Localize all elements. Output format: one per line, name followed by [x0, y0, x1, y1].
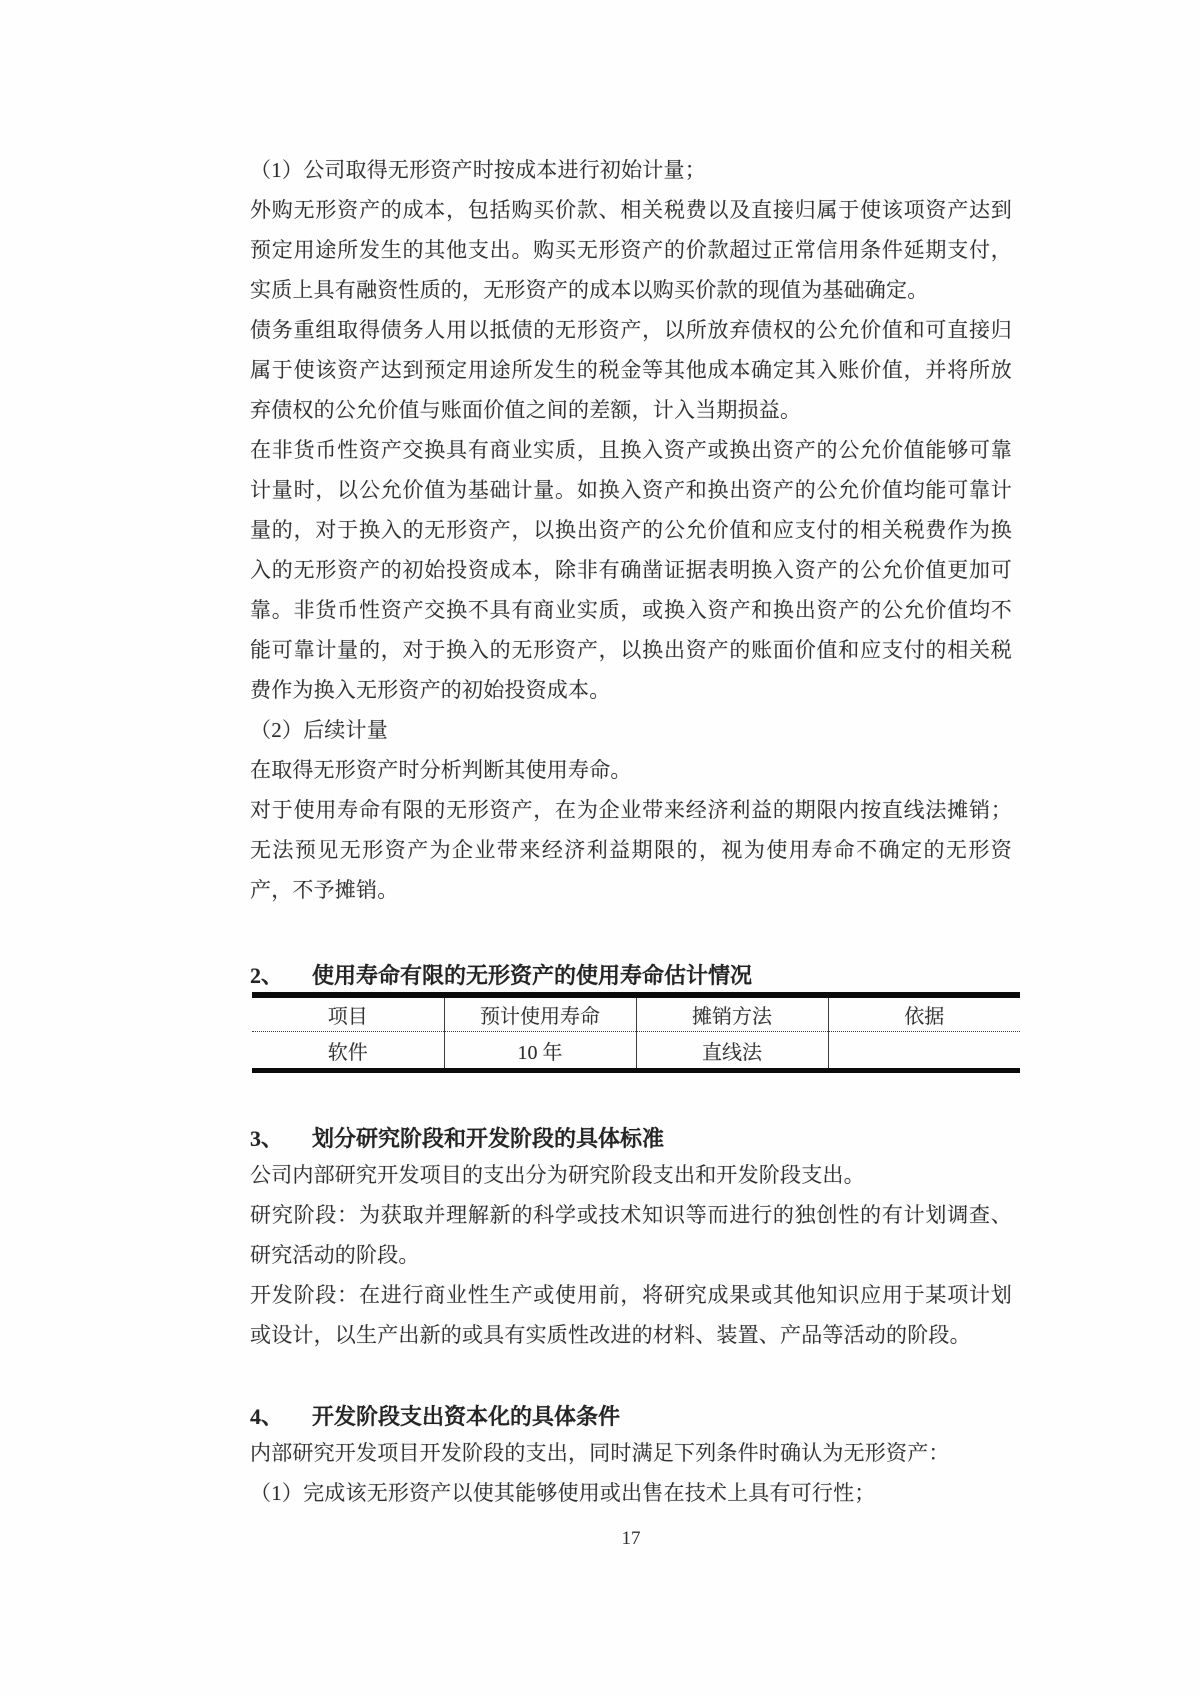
section-title: 使用寿命有限的无形资产的使用寿命估计情况	[312, 963, 753, 988]
section-heading-research-development-stages	[250, 1123, 1012, 1155]
section-title: 开发阶段支出资本化的具体条件	[312, 1404, 621, 1429]
section-heading-useful-life	[250, 960, 1012, 992]
section-heading-capitalization-conditions	[250, 1401, 1012, 1433]
paragraph-capitalization-intro: 内部研究开发项目开发阶段的支出，同时满足下列条件时确认为无形资产：	[250, 1441, 950, 1465]
paragraph-condition-1: （1）完成该无形资产以使其能够使用或出售在技术上具有可行性；	[250, 1481, 876, 1505]
table-cell-item: 软件	[327, 1041, 368, 1064]
paragraph-debt-restructuring: 债务重组取得债务人用以抵债的无形资产，以所放弃债权的公允价值和可直接归属于使该资产达到预定用途所发生的税金等其他成本确定其入账价值，并将所放弃债权的公允价值与账面价值之间的差额，计入当期损益。	[250, 318, 1012, 422]
paragraph-nonmonetary-exchange: 在非货币性资产交换具有商业实质，且换入资产或换出资产的公允价值能够可靠计量时，以公允价值为基础计量。如换入资产和换出资产的公允价值均能可靠计量的，对于换入的无形资产，以换出资产的公允价值和应支付的相关税费作为换入的无形资产的初始投资成本，除非有确凿证据表明换入资产的公允价值更加可靠。非货币性资产交换不具有商业实质，或换入资产和换出资产的公允价值均不能可靠计量的，对于换入的无形资产，以换出资产的账面价值和应支付的相关税费作为换入无形资产的初始投资成本。	[250, 438, 1012, 702]
paragraph-subsequent-measurement-label: （2）后续计量	[250, 718, 388, 742]
section-number: 2、	[250, 963, 284, 988]
table-cell-expected-life: 10 年	[444, 1032, 636, 1071]
section-number: 4、	[250, 1404, 284, 1429]
table-header-item: 项目	[252, 995, 444, 1032]
table-header-expected-life: 预计使用寿命	[444, 995, 636, 1032]
table-cell-basis	[828, 1032, 1020, 1071]
paragraph-amortization-policy: 对于使用寿命有限的无形资产，在为企业带来经济利益的期限内按直线法摊销；无法预见无形资产为企业带来经济利益期限的，视为使用寿命不确定的无形资产，不予摊销。	[250, 798, 1012, 902]
table-header-basis: 依据	[828, 995, 1020, 1032]
paragraph-purchased-assets: 外购无形资产的成本，包括购买价款、相关税费以及直接归属于使该项资产达到预定用途所发生的其他支出。购买无形资产的价款超过正常信用条件延期支付，实质上具有融资性质的，无形资产的成本以购买价款的现值为基础确定。	[250, 198, 1012, 302]
useful-life-table	[252, 992, 1020, 1073]
table-cell-amortization-method: 直线法	[636, 1032, 828, 1071]
page-content	[250, 150, 1012, 1513]
paragraph-useful-life-judgement: 在取得无形资产时分析判断其使用寿命。	[250, 758, 632, 782]
table-header-amortization-method: 摊销方法	[636, 995, 828, 1032]
page-number: 17	[621, 1528, 641, 1549]
paragraph-initial-measurement: （1）公司取得无形资产时按成本进行初始计量；	[250, 158, 706, 182]
table-header-row	[252, 995, 1020, 1032]
paragraph-development-stage-definition: 开发阶段：在进行商业性生产或使用前，将研究成果或其他知识应用于某项计划或设计，以生产出新的或具有实质性改进的材料、装置、产品等活动的阶段。	[250, 1283, 1012, 1347]
section-number: 3、	[250, 1126, 284, 1151]
paragraph-rd-expenditure-split: 公司内部研究开发项目的支出分为研究阶段支出和开发阶段支出。	[250, 1163, 865, 1187]
table-row	[252, 1032, 1020, 1071]
paragraph-research-stage-definition: 研究阶段：为获取并理解新的科学或技术知识等而进行的独创性的有计划调查、研究活动的阶段。	[250, 1203, 1012, 1267]
section-title: 划分研究阶段和开发阶段的具体标准	[312, 1126, 665, 1151]
